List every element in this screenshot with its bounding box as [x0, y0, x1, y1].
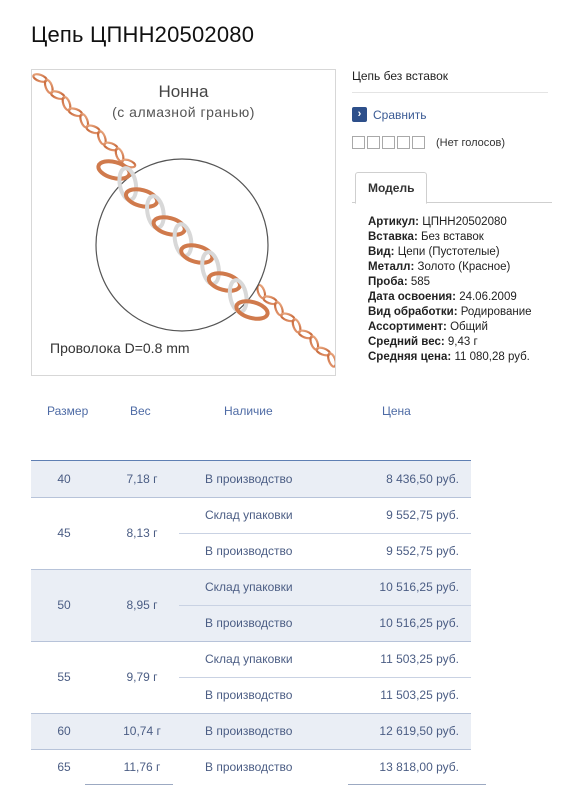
cell-price: 11 503,25 руб. — [380, 688, 459, 702]
header-price[interactable]: Цена — [382, 404, 411, 418]
availability-row — [31, 461, 471, 497]
table-row[interactable] — [31, 497, 471, 569]
cell-availability: Склад упаковки — [205, 652, 293, 666]
table-header — [0, 404, 571, 420]
star-icon[interactable] — [397, 136, 410, 149]
table-row[interactable] — [31, 713, 471, 749]
spec-list — [368, 215, 532, 365]
spec-row — [368, 290, 532, 305]
spec-row — [368, 320, 532, 335]
price-table — [31, 461, 471, 785]
cell-availability: Склад упаковки — [205, 580, 293, 594]
tab-model[interactable]: Модель — [355, 172, 427, 204]
cell-weight: 7,18 г — [126, 472, 158, 486]
product-image[interactable] — [31, 69, 336, 376]
cell-availability: В производство — [205, 544, 293, 558]
availability-row — [31, 641, 471, 677]
rating — [352, 136, 552, 149]
spec-key: Проба: — [368, 276, 408, 288]
cell-price: 10 516,25 руб. — [379, 580, 459, 594]
chain-link-thin — [327, 352, 336, 367]
spec-key: Средний вес: — [368, 336, 445, 348]
product-summary — [352, 69, 552, 149]
availability-row — [31, 497, 471, 533]
cell-size: 65 — [57, 760, 71, 774]
spec-value: ЦПНН20502080 — [422, 216, 507, 228]
cell-price: 8 436,50 руб. — [386, 472, 459, 486]
table-row[interactable] — [31, 569, 471, 641]
arrow-right-icon: › — [352, 107, 367, 122]
availability-row — [31, 677, 471, 713]
cell-price: 12 619,50 руб. — [379, 724, 459, 738]
availability-row — [31, 713, 471, 749]
spec-row — [368, 260, 532, 275]
cell-weight: 11,76 г — [123, 760, 161, 774]
spec-key: Артикул: — [368, 216, 420, 228]
spec-value: Общий — [450, 321, 488, 333]
spec-key: Средняя цена: — [368, 351, 452, 363]
cell-price: 9 552,75 руб. — [386, 544, 459, 558]
availability-row — [31, 749, 471, 785]
cell-size: 60 — [57, 724, 71, 738]
cell-availability: В производство — [205, 616, 293, 630]
image-model-name: Нонна — [158, 82, 209, 101]
spec-key: Вставка: — [368, 231, 418, 243]
image-model-subtitle: (с алмазной гранью) — [112, 104, 255, 120]
spec-row — [368, 305, 532, 320]
star-icon[interactable] — [352, 136, 365, 149]
spec-value: 11 080,28 руб. — [454, 351, 530, 363]
cell-availability: В производство — [205, 760, 293, 774]
cell-price: 13 818,00 руб. — [379, 760, 459, 774]
spec-value: Родирование — [460, 306, 532, 318]
spec-key: Вид обработки: — [368, 306, 458, 318]
table-row[interactable] — [31, 749, 471, 785]
spec-row — [368, 230, 532, 245]
header-size[interactable]: Размер — [47, 404, 89, 418]
spec-value: 24.06.2009 — [459, 291, 517, 303]
availability-row — [31, 605, 471, 641]
spec-row — [368, 275, 532, 290]
cell-availability: В производство — [205, 724, 293, 738]
spec-value: Золото (Красное) — [417, 261, 511, 273]
image-wire-label: Проволока D=0.8 mm — [50, 340, 190, 356]
spec-value: 585 — [410, 276, 431, 288]
star-icon[interactable] — [367, 136, 380, 149]
compare-button[interactable] — [352, 107, 552, 122]
spec-row — [368, 215, 532, 230]
spec-value: Без вставок — [420, 231, 484, 243]
spec-value: Цепи (Пустотелые) — [397, 246, 500, 258]
cell-availability: В производство — [205, 472, 293, 486]
cell-size: 55 — [57, 670, 71, 684]
spec-key: Ассортимент: — [368, 321, 447, 333]
spec-key: Металл: — [368, 261, 415, 273]
table-bottom-border — [348, 784, 486, 785]
table-row[interactable] — [31, 461, 471, 497]
cell-price: 10 516,25 руб. — [379, 616, 459, 630]
table-bottom-border — [85, 784, 173, 785]
spec-row — [368, 335, 532, 350]
cell-price: 11 503,25 руб. — [380, 652, 459, 666]
cell-weight: 9,79 г — [126, 670, 158, 684]
tab-bar — [352, 172, 552, 203]
star-icon[interactable] — [382, 136, 395, 149]
cell-size: 40 — [57, 472, 71, 486]
cell-price: 9 552,75 руб. — [386, 508, 459, 522]
votes-count: (Нет голосов) — [436, 136, 506, 149]
spec-key: Вид: — [368, 246, 395, 258]
cell-availability: В производство — [205, 688, 293, 702]
table-row[interactable] — [31, 641, 471, 713]
cell-availability: Склад упаковки — [205, 508, 293, 522]
header-availability[interactable]: Наличие — [224, 404, 273, 418]
cell-size: 50 — [57, 598, 71, 612]
cell-weight: 8,13 г — [126, 526, 158, 540]
cell-weight: 8,95 г — [126, 598, 158, 612]
spec-key: Дата освоения: — [368, 291, 456, 303]
insert-type: Цепь без вставок — [352, 69, 548, 93]
spec-row — [368, 245, 532, 260]
spec-value: 9,43 г — [447, 336, 478, 348]
spec-row — [368, 350, 532, 365]
compare-label: Сравнить — [373, 107, 427, 122]
page-title: Цепь ЦПНН20502080 — [31, 22, 255, 47]
rating-stars[interactable] — [352, 136, 425, 149]
availability-row — [31, 569, 471, 605]
star-icon[interactable] — [412, 136, 425, 149]
header-weight[interactable]: Вес — [130, 404, 151, 418]
availability-row — [31, 533, 471, 569]
cell-weight: 10,74 г — [123, 724, 161, 738]
cell-size: 45 — [57, 526, 71, 540]
